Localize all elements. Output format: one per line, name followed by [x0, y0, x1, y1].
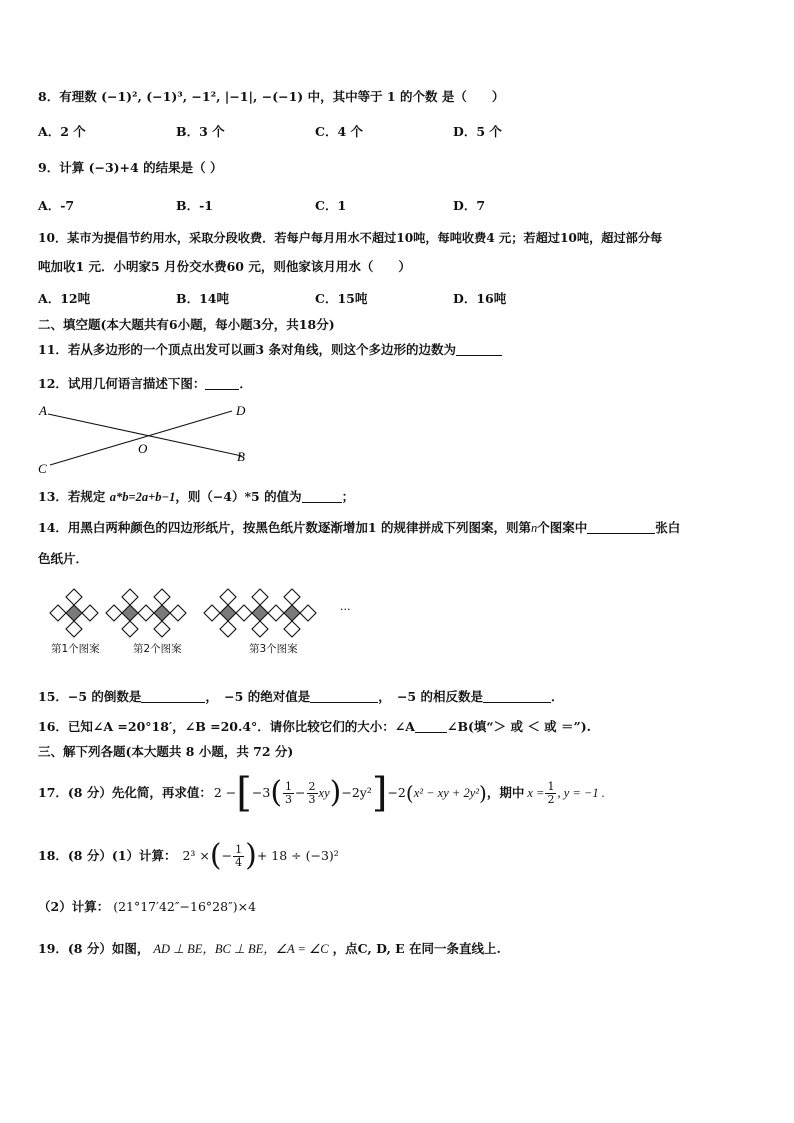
- q17-fraction-1: $\frac{1}{3}$: [285, 779, 293, 806]
- q18-fraction: $\frac{1}{4}$: [235, 842, 243, 869]
- section-2-heading: 二、填空题(本大题共有6小题，每小题3分，共18分): [38, 317, 335, 332]
- q15-opposite-blank[interactable]: [483, 690, 551, 703]
- q14-tile-patterns-figure: [30, 585, 360, 645]
- q19-stem: 19．(8 分）如图， AD ⊥ BE，BC ⊥ BE，∠A = ∠C ，点C, D, E 在同一条直线上.: [38, 941, 501, 956]
- q9-option-d: D．7: [453, 198, 486, 213]
- q8-stem: 8．有理数 (−1)², (−1)³, −1², |−1|, −(−1) 中，其中等于 1 的个数 是（ ）: [38, 89, 505, 104]
- pattern-1-white-tile: [82, 605, 98, 621]
- q17-fraction-2: $\frac{2}{3}$: [308, 779, 316, 806]
- q9-option-b: B．-1: [176, 198, 213, 213]
- point-d-label: D: [236, 403, 246, 418]
- point-b-label: B: [237, 449, 245, 464]
- section-3-heading: 三、解下列各题(本大题共 8 小题，共 72 分): [38, 744, 294, 759]
- q8-expression: (−1)², (−1)³, −1², |−1|, −(−1): [101, 89, 304, 104]
- q17-stem: 17．(8 分）先化简，再求值： 2 − [ −3 ( $\frac{1}{3}$ − $\frac{2}{3}$ xy ) −2y² ] −2 ( x² − xy + 2y² ) ，期中 x = $\frac{1}{2}$ , y = −1 .: [38, 770, 605, 816]
- pattern-3-dark-tile: [220, 605, 236, 621]
- q15-reciprocal-blank[interactable]: [141, 690, 205, 703]
- q8-option-b: B．3 个: [176, 124, 225, 139]
- pattern-3-dark-tile: [252, 605, 268, 621]
- q13-rule: a*b=2a+b−1: [109, 490, 176, 504]
- q11-stem: 11．若从多边形的一个顶点出发可以画3 条对角线，则这个多边形的边数为: [38, 341, 502, 359]
- q9-stem: 9．计算 (−3)+4 的结果是（ ）: [38, 160, 223, 175]
- q12-answer-blank[interactable]: [205, 377, 239, 390]
- q15-stem: 15．−5 的倒数是 ， −5 的绝对值是 ， −5 的相反数是 ．: [38, 689, 564, 704]
- q8-option-a: A．2 个: [38, 124, 86, 139]
- pattern-3-white-tile: [284, 621, 300, 637]
- q10-option-d: D．16吨: [453, 291, 507, 306]
- pattern-3-white-tile: [220, 589, 236, 605]
- q14-stem-line2: 色纸片．: [38, 551, 89, 566]
- pattern-2-white-tile: [154, 589, 170, 605]
- q15-absolute-value-blank[interactable]: [310, 690, 378, 703]
- q19-conditions: AD ⊥ BE，BC ⊥ BE，∠A = ∠C: [153, 942, 329, 956]
- q9-option-c: C．1: [315, 198, 347, 213]
- pattern-3-dark-tile: [284, 605, 300, 621]
- q8-option-c: C．4 个: [315, 124, 363, 139]
- pattern-1-caption: 第1个图案: [51, 643, 100, 655]
- q8-option-d: D．5 个: [453, 124, 502, 139]
- pattern-3-white-tile: [300, 605, 316, 621]
- q9-expression: (−3)+4: [88, 160, 139, 175]
- pattern-2-white-tile: [106, 605, 122, 621]
- pattern-1-white-tile: [66, 621, 82, 637]
- q13-stem: 13．若规定 a*b=2a+b−1，则（−4）*5 的值为 ；: [38, 489, 355, 504]
- pattern-3-white-tile: [252, 621, 268, 637]
- pattern-2-white-tile: [138, 605, 154, 621]
- point-a-label: A: [39, 403, 47, 418]
- q12-intersecting-lines-figure: [30, 398, 270, 478]
- pattern-1-white-tile: [50, 605, 66, 621]
- q14-answer-blank[interactable]: [587, 521, 655, 534]
- q18-part2: （2）计算： (21°17′42″−16°28″)×4: [38, 899, 257, 914]
- pattern-2-white-tile: [154, 621, 170, 637]
- q10-stem-line1: 10．某市为提倡节约用水，采取分段收费．若每户每月用水不超过10吨，每吨收费4 元；若超过10吨，超过部分每: [38, 231, 663, 245]
- pattern-3-white-tile: [284, 589, 300, 605]
- q16-answer-blank[interactable]: [415, 720, 447, 733]
- pattern-2-caption: 第2个图案: [133, 643, 182, 655]
- pattern-1-dark-tile: [66, 605, 82, 621]
- q14-stem-line1: 14．用黑白两种颜色的四边形纸片，按黑色纸片数逐渐增加1 的规律拼成下列图案，则第n个图案中 张白: [38, 520, 681, 535]
- pattern-2-white-tile: [170, 605, 186, 621]
- pattern-3-white-tile: [204, 605, 220, 621]
- q10-option-b: B．14吨: [176, 291, 229, 306]
- q10-option-c: C．15吨: [315, 291, 368, 306]
- q18-part1: 18．(8 分）(1）计算： 2³ × ( − $\frac{1}{4}$ ) + 18 ÷ (−3)²: [38, 838, 339, 873]
- pattern-1-white-tile: [66, 589, 82, 605]
- point-o-label: O: [138, 441, 148, 456]
- q17-x-value-fraction: $\frac{1}{2}$: [547, 779, 555, 806]
- pattern-ellipsis: ···: [340, 603, 351, 616]
- pattern-3-white-tile: [252, 589, 268, 605]
- q12-stem: 12．试用几何语言描述下图： ．: [38, 376, 252, 391]
- pattern-2-white-tile: [122, 621, 138, 637]
- q16-stem: 16．已知∠A =20°18′，∠B =20.4°．请你比较它们的大小：∠A ∠B(填“＞ 或 ＜ 或 ＝”).: [38, 719, 591, 734]
- line-cd: [50, 411, 232, 465]
- pattern-2-dark-tile: [154, 605, 170, 621]
- q13-answer-blank[interactable]: [302, 490, 342, 503]
- pattern-2-white-tile: [122, 589, 138, 605]
- pattern-3-caption: 第3个图案: [249, 643, 298, 655]
- pattern-3-white-tile: [268, 605, 284, 621]
- point-c-label: C: [38, 461, 47, 476]
- pattern-2-dark-tile: [122, 605, 138, 621]
- q10-stem-line2: 吨加收1 元．小明家5 月份交水费60 元，则他家该月用水（ ）: [38, 259, 411, 274]
- q11-answer-blank[interactable]: [456, 343, 502, 356]
- q10-option-a: A．12吨: [38, 291, 91, 306]
- q9-option-a: A．-7: [38, 198, 75, 213]
- pattern-3-white-tile: [236, 605, 252, 621]
- pattern-3-white-tile: [220, 621, 236, 637]
